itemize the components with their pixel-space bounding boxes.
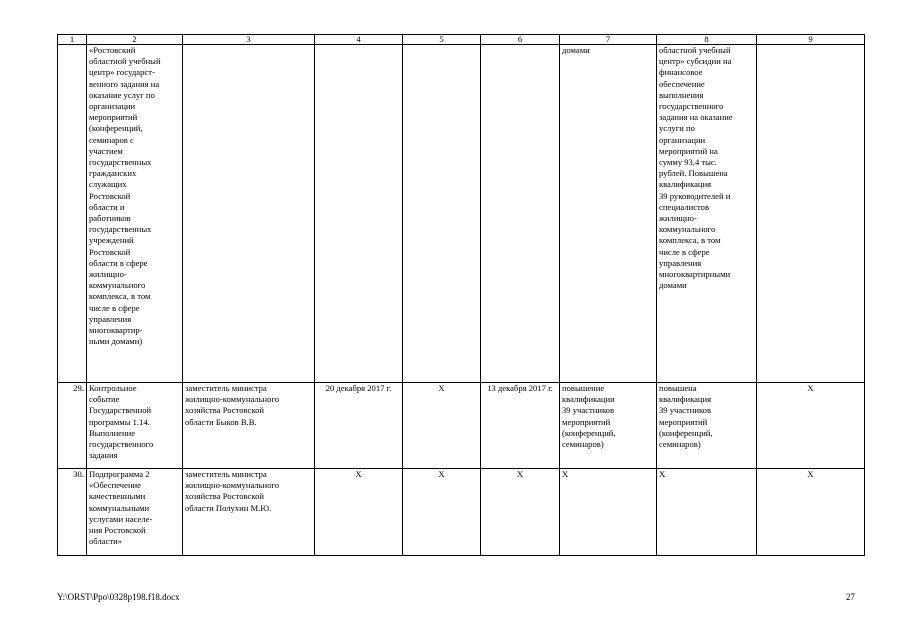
column-number-6: 6: [481, 35, 560, 45]
actual-date-cell: 13 декабря 2017 г.: [481, 383, 560, 469]
column-9-cell: Х: [757, 469, 865, 556]
column-5-cell: [403, 45, 481, 383]
column-number-2: 2: [87, 35, 183, 45]
column-number-4: 4: [315, 35, 403, 45]
actual-result-cell: Х: [657, 469, 757, 556]
column-number-3: 3: [183, 35, 315, 45]
event-name-cell: Контрольное событие Государственной программы 1.14. Выполнение государственного задания: [87, 383, 183, 469]
column-number-7: 7: [560, 35, 657, 45]
table-row: [58, 469, 865, 556]
planned-result-cell: домами: [560, 45, 657, 383]
page-number: 27: [846, 592, 855, 602]
event-name-cell: «Ростовский областной учебный центр» государст- венного задания на оказание услуг по организации мероприятий (конференций, семинаров с участием государственных гражданских служащих Ростовской области и работников государственных учреждений Ростовской области в сфере жилищно- коммунального комплекса, в том числе в сфере управления многоквартир- ными домами): [87, 45, 183, 383]
actual-date-cell: [481, 45, 560, 383]
file-path-footer: Y:\ORST\Ppo\0328p198.f18.docx: [57, 592, 180, 602]
actual-result-cell: областной учебный центр» субсидии на финансовое обеспечение выполнения государственного задания на оказание услуги по организации мероприятий на сумму 93,4 тыс. рублей. Повышена квалификация 39 руководителей и специалистов жилищно- коммунального комплекса, в том числе в сфере управления многоквартирными домами: [657, 45, 757, 383]
column-number-5: 5: [403, 35, 481, 45]
responsible-cell: заместитель министра жилищно-коммунального хозяйства Ростовской области Быков В.В.: [183, 383, 315, 469]
report-table: [57, 34, 865, 556]
responsible-cell: [183, 45, 315, 383]
planned-result-cell: Х: [560, 469, 657, 556]
row-number: [58, 45, 87, 383]
row-number: 30.: [58, 469, 87, 556]
column-number-9: 9: [757, 35, 865, 45]
planned-date-cell: Х: [315, 469, 403, 556]
column-5-cell: Х: [403, 469, 481, 556]
column-number-8: 8: [657, 35, 757, 45]
column-9-cell: [757, 45, 865, 383]
column-5-cell: Х: [403, 383, 481, 469]
planned-result-cell: повышение квалификации 39 участников мероприятий (конференций, семинаров): [560, 383, 657, 469]
row-number: 29.: [58, 383, 87, 469]
planned-date-cell: [315, 45, 403, 383]
actual-date-cell: Х: [481, 469, 560, 556]
responsible-cell: заместитель министра жилищно-коммунального хозяйства Ростовской области Полухин М.Ю.: [183, 469, 315, 556]
column-9-cell: Х: [757, 383, 865, 469]
column-number-1: 1: [58, 35, 87, 45]
event-name-cell: Подпрограмма 2 «Обеспечение качественными коммунальными услугами населе- ния Ростовской области»: [87, 469, 183, 556]
table-row: [58, 383, 865, 469]
actual-result-cell: повышена квалификация 39 участников мероприятий (конференций, семинаров): [657, 383, 757, 469]
planned-date-cell: 20 декабря 2017 г.: [315, 383, 403, 469]
table-row: [58, 45, 865, 383]
header-row: [58, 35, 865, 45]
